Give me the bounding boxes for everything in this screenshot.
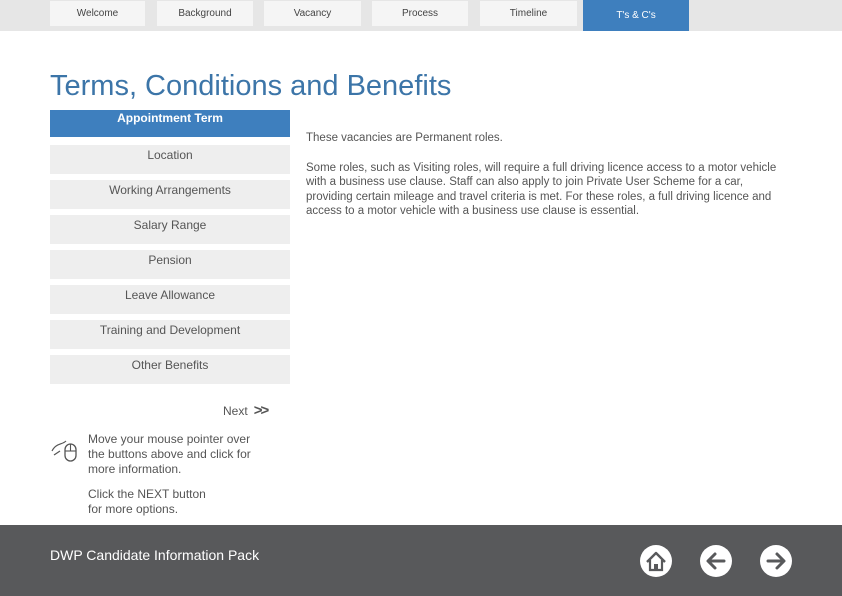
sidebar-item-working-arrangements[interactable]: Working Arrangements xyxy=(50,180,290,211)
tab-welcome[interactable]: Welcome xyxy=(50,1,145,26)
footer-bar xyxy=(0,525,842,596)
content-paragraph: These vacancies are Permanent roles. xyxy=(306,132,503,144)
sidebar-item-location[interactable]: Location xyxy=(50,145,290,176)
sidebar-item-salary-range[interactable]: Salary Range xyxy=(50,215,290,246)
home-icon xyxy=(640,545,672,577)
mouse-pointer-icon xyxy=(50,437,80,463)
top-nav-bar xyxy=(0,0,842,31)
arrow-right-icon xyxy=(760,545,792,577)
hint-mouse: Move your mouse pointer over the buttons above and click for more information. xyxy=(88,432,251,476)
hint-next: Click the NEXT button for more options. xyxy=(88,487,206,516)
sidebar-item-appointment-term[interactable]: Appointment Term xyxy=(50,110,290,139)
sidebar-item-pension[interactable]: Pension xyxy=(50,250,290,281)
footer-title: DWP Candidate Information Pack xyxy=(50,547,260,563)
page-title: Terms, Conditions and Benefits xyxy=(50,70,452,102)
home-button[interactable] xyxy=(640,545,672,577)
sidebar-item-other-benefits[interactable]: Other Benefits xyxy=(50,355,290,386)
tab-timeline[interactable]: Timeline xyxy=(480,1,577,26)
tab-ts-and-cs[interactable]: T's & C's xyxy=(583,0,689,31)
double-chevron-right-icon: >> xyxy=(253,402,268,419)
back-button[interactable] xyxy=(700,545,732,577)
tab-background[interactable]: Background xyxy=(157,1,253,26)
next-label: Next xyxy=(223,403,248,418)
arrow-left-icon xyxy=(700,545,732,577)
sidebar-item-training-development[interactable]: Training and Development xyxy=(50,320,290,351)
forward-button[interactable] xyxy=(760,545,792,577)
tab-process[interactable]: Process xyxy=(372,1,468,26)
content-paragraph: Some roles, such as Visiting roles, will require a full driving licence access to a motor vehicle with a business use clause. Staff can also apply to join Private User Scheme for a car, providing certain mileage and travel criteria is met. For these roles, a full driving licence and access to a motor vehicle with a business use clause is essential. xyxy=(306,161,777,217)
tab-vacancy[interactable]: Vacancy xyxy=(264,1,361,26)
sidebar-item-leave-allowance[interactable]: Leave Allowance xyxy=(50,285,290,316)
content-panel xyxy=(306,131,788,234)
next-button[interactable] xyxy=(223,402,267,419)
